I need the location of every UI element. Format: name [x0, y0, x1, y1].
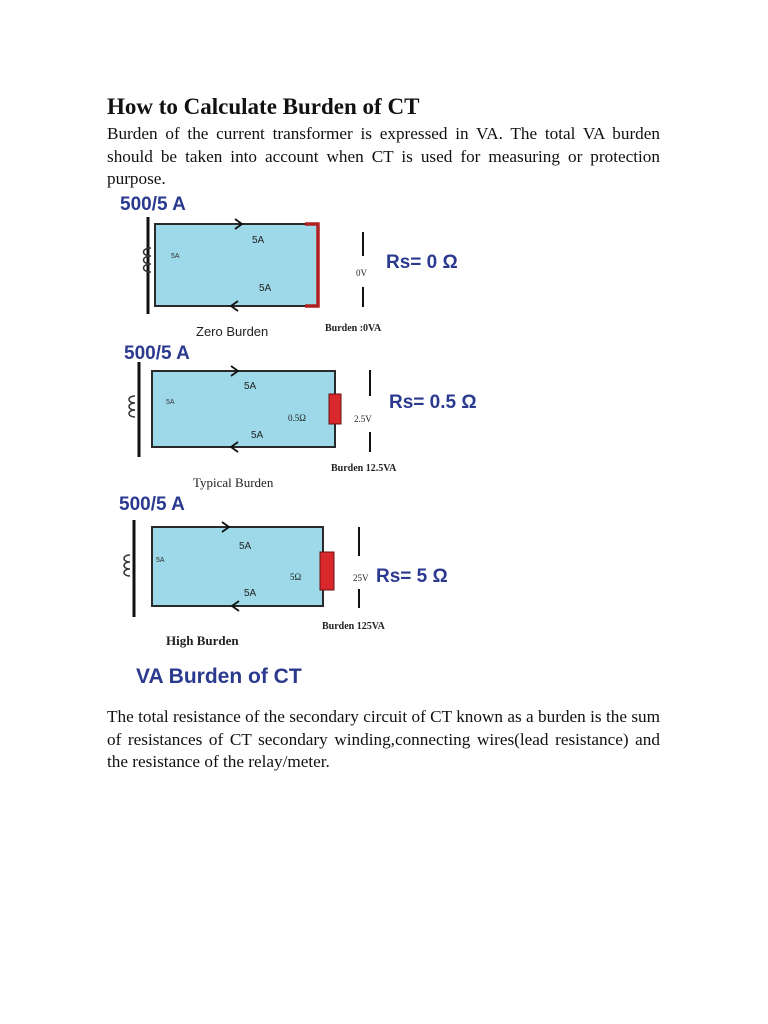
bottom-current-label: 5A [244, 588, 257, 599]
panel-zero-burden [120, 194, 458, 339]
top-current-label: 5A [244, 381, 257, 392]
burden-type-label: Zero Burden [196, 324, 269, 339]
burden-va-label: Burden 12.5VA [331, 463, 397, 474]
secondary-loop-fill [152, 527, 323, 606]
panel-ratio-label: 500/5 A [124, 343, 190, 364]
top-current-label: 5A [239, 541, 252, 552]
ct-burden-diagram [107, 190, 500, 702]
voltage-label: 2.5V [354, 414, 372, 424]
bottom-current-label: 5A [259, 283, 272, 294]
panel-ratio-label: 500/5 A [119, 494, 185, 515]
intro-paragraph: Burden of the current transformer is expressed in VA. The total VA burden should be taken into account when CT is used for measuring or protection purpose. [107, 124, 660, 188]
burden-resistor [329, 394, 341, 424]
panel-high-burden [119, 494, 448, 648]
panel-ratio-label: 500/5 A [120, 194, 186, 215]
ct-burden-figure [107, 190, 500, 702]
panel-typical-burden [124, 343, 477, 490]
secondary-loop-fill [155, 224, 318, 306]
top-current-label: 5A [252, 235, 265, 246]
burden-type-label: High Burden [166, 633, 239, 648]
winding-current-label: 5A [166, 399, 175, 406]
bottom-current-label: 5A [251, 430, 264, 441]
resistor-value-label: 5Ω [290, 572, 302, 582]
burden-va-label: Burden 125VA [322, 621, 385, 632]
conclusion-paragraph: The total resistance of the secondary circuit of CT known as a burden is the sum of resistances of CT secondary winding,connecting wires(lead resistance) and the resistance of the relay/meter. [107, 707, 660, 771]
burden-va-label: Burden :0VA [325, 323, 382, 334]
ct-winding-coil-icon [124, 555, 130, 576]
rs-value-label: Rs= 5 Ω [376, 566, 448, 587]
ct-winding-coil-icon [129, 396, 135, 417]
figure-caption: VA Burden of CT [136, 665, 302, 688]
burden-resistor [320, 552, 334, 590]
rs-value-label: Rs= 0 Ω [386, 252, 458, 273]
rs-value-label: Rs= 0.5 Ω [389, 392, 477, 413]
voltage-label: 0V [356, 268, 367, 278]
winding-current-label: 5A [156, 557, 165, 564]
winding-current-label: 5A [171, 253, 180, 260]
resistor-value-label: 0.5Ω [288, 413, 306, 423]
burden-type-label: Typical Burden [193, 475, 274, 490]
voltage-label: 25V [353, 573, 369, 583]
page-title: How to Calculate Burden of CT [107, 94, 420, 119]
